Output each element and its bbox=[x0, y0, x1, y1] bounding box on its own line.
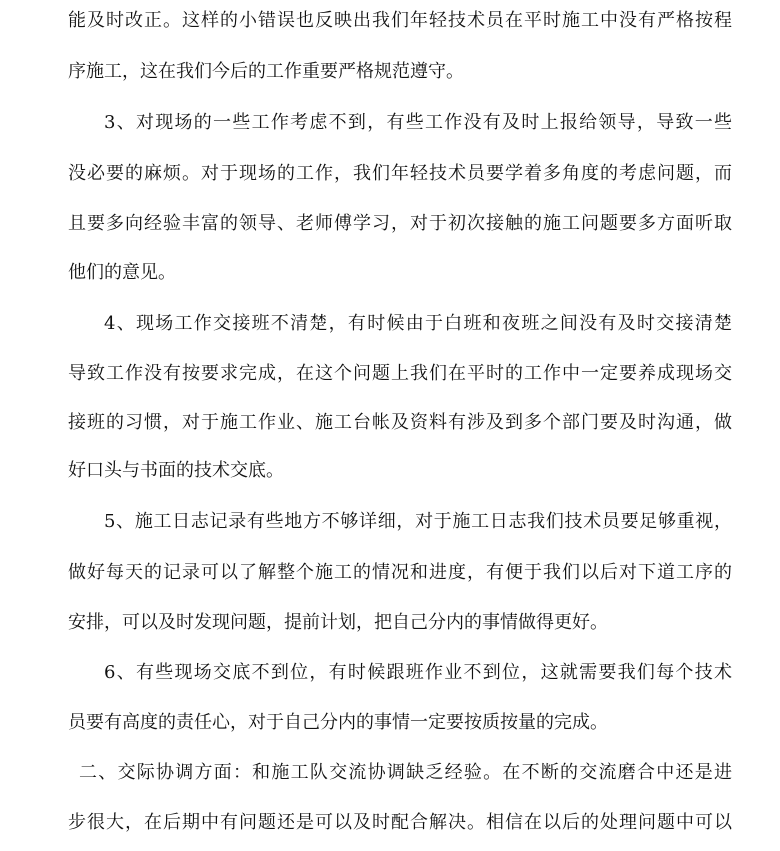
text-line: 步很大，在后期中有问题还是可以及时配合解决。相信在以后的处理问题中可以 bbox=[68, 812, 732, 833]
text-line: 安排，可以及时发现问题，提前计划，把自己分内的事情做得更好。 bbox=[68, 612, 608, 633]
text-line: 导致工作没有按要求完成，在这个问题上我们在平时的工作中一定要养成现场交 bbox=[68, 363, 732, 384]
text-line: 序施工，这在我们今后的工作重要严格规范遵守。 bbox=[68, 61, 464, 82]
text-line: 做好每天的记录可以了解整个施工的情况和进度，有便于我们以后对下道工序的 bbox=[68, 562, 732, 583]
text-line: 没必要的麻烦。对于现场的工作，我们年轻技术员要学着多角度的考虑问题，而 bbox=[68, 163, 732, 184]
section-heading-line: 二、交际协调方面：和施工队交流协调缺乏经验。在不断的交流磨合中还是进 bbox=[79, 762, 732, 783]
paragraph-item-4-line: 4、现场工作交接班不清楚，有时候由于白班和夜班之间没有及时交接清楚 bbox=[104, 313, 732, 334]
text-line: 他们的意见。 bbox=[68, 262, 176, 283]
text-line: 好口头与书面的技术交底。 bbox=[68, 460, 284, 481]
text-line: 接班的习惯，对于施工作业、施工台帐及资料有涉及到多个部门要及时沟通，做 bbox=[68, 412, 732, 433]
text-line: 能及时改正。这样的小错误也反映出我们年轻技术员在平时施工中没有严格按程 bbox=[68, 10, 732, 31]
paragraph-item-3-line: 3、对现场的一些工作考虑不到，有些工作没有及时上报给领导，导致一些 bbox=[104, 112, 732, 133]
paragraph-item-6-line: 6、有些现场交底不到位，有时候跟班作业不到位，这就需要我们每个技术 bbox=[104, 662, 732, 683]
text-line: 且要多向经验丰富的领导、老师傅学习，对于初次接触的施工问题要多方面听取 bbox=[68, 213, 732, 234]
paragraph-item-5-line: 5、施工日志记录有些地方不够详细，对于施工日志我们技术员要足够重视， bbox=[104, 511, 732, 532]
text-line: 员要有高度的责任心，对于自己分内的事情一定要按质按量的完成。 bbox=[68, 712, 608, 733]
